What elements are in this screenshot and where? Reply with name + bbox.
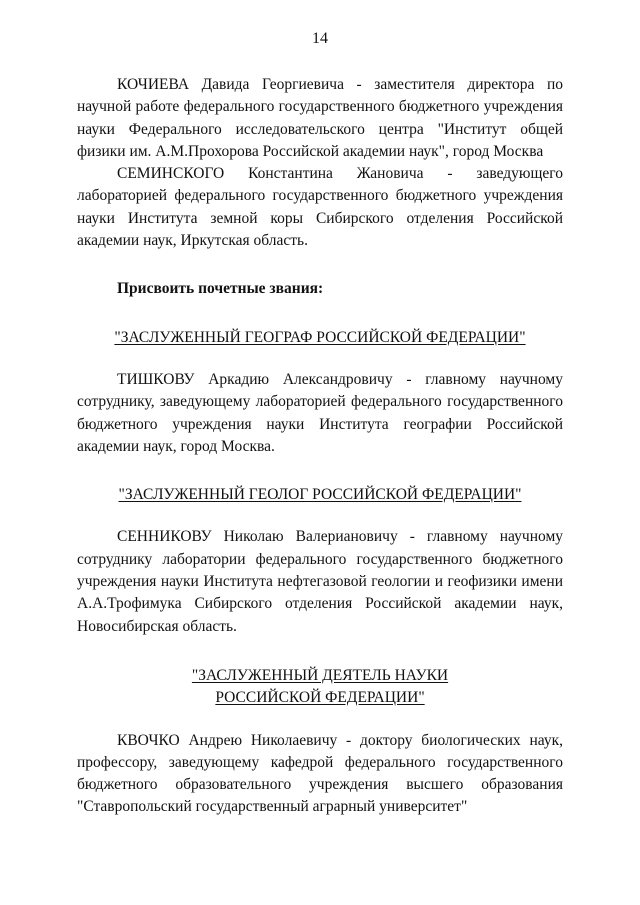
award-paragraph-seminsky: СЕМИНСКОГО Константина Жановича - заведующего лабораторией федерального государственного бюджетного учреждения науки Института земной коры Сибирского отделения Российской академии наук, Иркутская область. — [77, 165, 563, 250]
honorary-title-line-2: РОССИЙСКОЙ ФЕДЕРАЦИИ" — [215, 689, 425, 707]
honorary-title-science-worker — [77, 665, 563, 710]
award-paragraph-kvochko: КВОЧКО Андрею Николаевичу - доктору биологических наук, профессору, заведующему кафедрой федерального государственного бюджетного образовательного учреждения высшего образования "Ставропольский государственный аграрный университет" — [77, 731, 563, 816]
document-body — [77, 74, 563, 819]
award-paragraph-tishkov: ТИШКОВУ Аркадию Александровичу - главному научному сотруднику, заведующему лабораторией федерального государственного бюджетного учреждения науки Института географии Российской академии наук, город Москва. — [77, 370, 563, 455]
award-paragraph-kochiev: КОЧИЕВА Давида Георгиевича - заместителя директора по научной работе федерального государственного бюджетного учреждения науки Федерального исследовательского центра "Институт общей физики им. А.М.Прохорова Российской академии наук", город Москва — [77, 76, 563, 160]
award-paragraph-sennikov: СЕННИКОВУ Николаю Валериановичу - главному научному сотруднику лаборатории федерального государственного бюджетного учреждения науки Института нефтегазовой геологии и геофизики имени А.А.Трофимука Сибирского отделения Российской академии наук, Новосибирская область. — [77, 528, 563, 635]
page-number: 14 — [312, 30, 328, 47]
honorary-title-geographer: "ЗАСЛУЖЕННЫЙ ГЕОГРАФ РОССИЙСКОЙ ФЕДЕРАЦИИ" — [114, 328, 526, 346]
honorary-title-line-1: "ЗАСЛУЖЕННЫЙ ДЕЯТЕЛЬ НАУКИ — [191, 666, 449, 684]
directive-heading: Присвоить почетные звания: — [117, 280, 324, 298]
honorary-title-geologist: "ЗАСЛУЖЕННЫЙ ГЕОЛОГ РОССИЙСКОЙ ФЕДЕРАЦИИ" — [118, 486, 522, 504]
